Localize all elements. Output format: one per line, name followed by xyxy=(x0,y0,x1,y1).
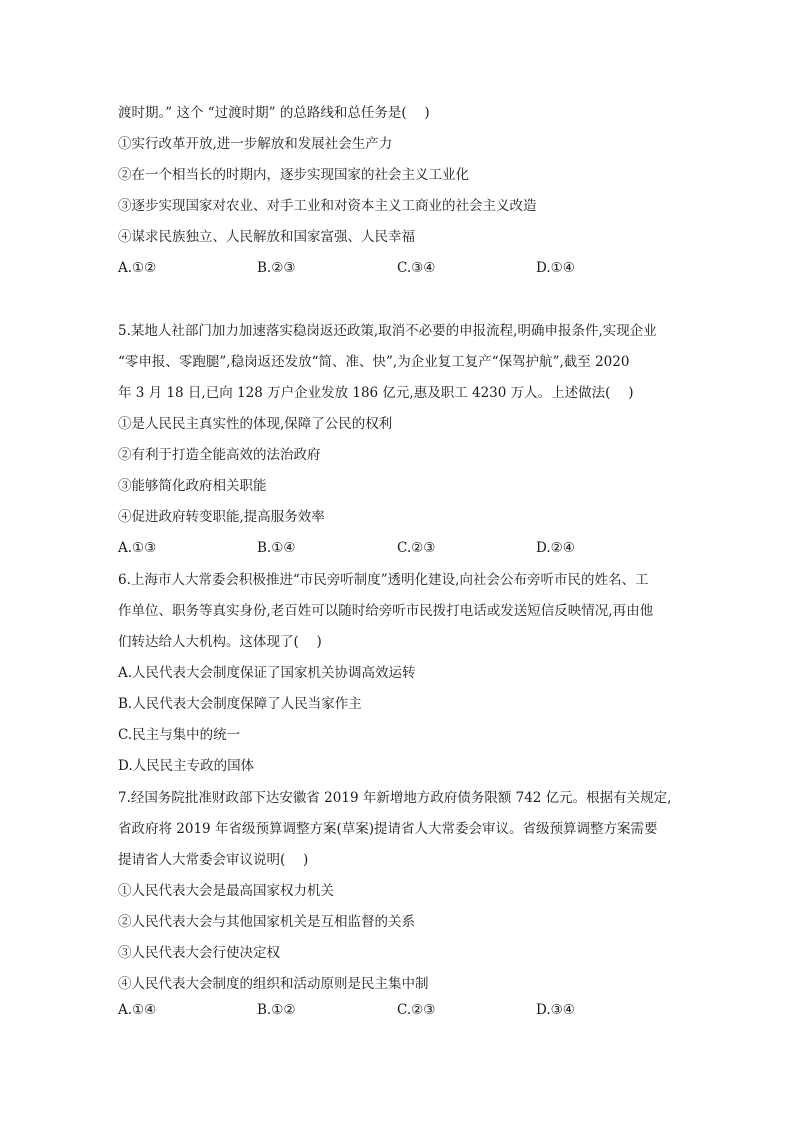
option-d: D.①④ xyxy=(536,260,575,276)
option-b: B.①④ xyxy=(257,540,296,556)
question-4-options xyxy=(118,258,678,278)
option-d: D.③④ xyxy=(536,1002,575,1018)
choice-b: B.人民代表大会制度保障了人民当家作主 xyxy=(118,696,362,712)
statement-3: ③人民代表大会行使决定权 xyxy=(118,945,280,961)
choice-a: A.人民代表大会制度保证了国家机关协调高效运转 xyxy=(118,665,416,681)
question-7-line-3: 提请省人大常委会审议说明( ) xyxy=(118,852,309,868)
statement-2: ②人民代表大会与其他国家机关是互相监督的关系 xyxy=(118,914,415,930)
option-a: A.①③ xyxy=(118,540,157,556)
statement-3: ③能够简化政府相关职能 xyxy=(118,478,267,494)
statement-4: ④促进政府转变职能,提高服务效率 xyxy=(118,509,325,525)
statement-1: ①是人民民主真实性的体现,保障了公民的权利 xyxy=(118,416,393,432)
option-c: C.③④ xyxy=(397,260,436,276)
question-6-line-3: 们转达给人大机构。这体现了( ) xyxy=(118,634,322,650)
question-5-line-3: 年 3 月 18 日,已向 128 万户企业发放 186 亿元,惠及职工 4230 万人。上述做法( ) xyxy=(118,385,634,401)
question-6-line-2: 作单位、职务等真实身份,老百姓可以随时给旁听市民拨打电话或发送短信反映情况,再由他 xyxy=(118,603,654,619)
question-5-line-2: “零申报、零跑腿”,稳岗返还发放“简、准、快”,为企业复工复产“保驾护航”,截至 2020 xyxy=(118,354,630,370)
question-7-line-2: 省政府将 2019 年省级预算调整方案(草案)提请省人大常委会审议。省级预算调整方案需要 xyxy=(118,821,658,837)
option-c: C.②③ xyxy=(397,1002,436,1018)
choice-c: C.民主与集中的统一 xyxy=(118,727,241,743)
question-7-line-1: 7.经国务院批准财政部下达安徽省 2019 年新增地方政府债务限额 742 亿元。根据有关规定, xyxy=(118,790,672,806)
option-b: B.②③ xyxy=(257,260,296,276)
statement-4: ④人民代表大会制度的组织和活动原则是民主集中制 xyxy=(118,976,429,992)
option-d: D.②④ xyxy=(536,540,575,556)
statement-4: ④谋求民族独立、人民解放和国家富强、人民幸福 xyxy=(118,229,415,245)
statement-2: ②在一个相当长的时期内，逐步实现国家的社会主义工业化 xyxy=(118,167,469,183)
question-6-line-1: 6.上海市人大常委会积极推进“市民旁听制度”透明化建设,向社会公布旁听市民的姓名、工 xyxy=(118,572,649,588)
option-a: A.①② xyxy=(118,260,157,276)
statement-1: ①人民代表大会是最高国家权力机关 xyxy=(118,883,334,899)
statement-3: ③逐步实现国家对农业、对手工业和对资本主义工商业的社会主义改造 xyxy=(118,198,537,214)
question-5-line-1: 5.某地人社部门加力加速落实稳岗返还政策,取消不必要的申报流程,明确申报条件,实现企业 xyxy=(118,323,657,339)
statement-1: ①实行改革开放,进一步解放和发展社会生产力 xyxy=(118,136,393,152)
statement-2: ②有利于打造全能高效的法治政府 xyxy=(118,447,321,463)
choice-d: D.人民民主专政的国体 xyxy=(118,758,255,774)
question-5-options xyxy=(118,538,678,558)
question-4-stem: 渡时期。” 这个 “过渡时期” 的总路线和总任务是( ) xyxy=(118,105,430,121)
option-a: A.①④ xyxy=(118,1002,157,1018)
option-b: B.①② xyxy=(257,1002,296,1018)
question-7-options xyxy=(118,1000,678,1020)
option-c: C.②③ xyxy=(397,540,436,556)
